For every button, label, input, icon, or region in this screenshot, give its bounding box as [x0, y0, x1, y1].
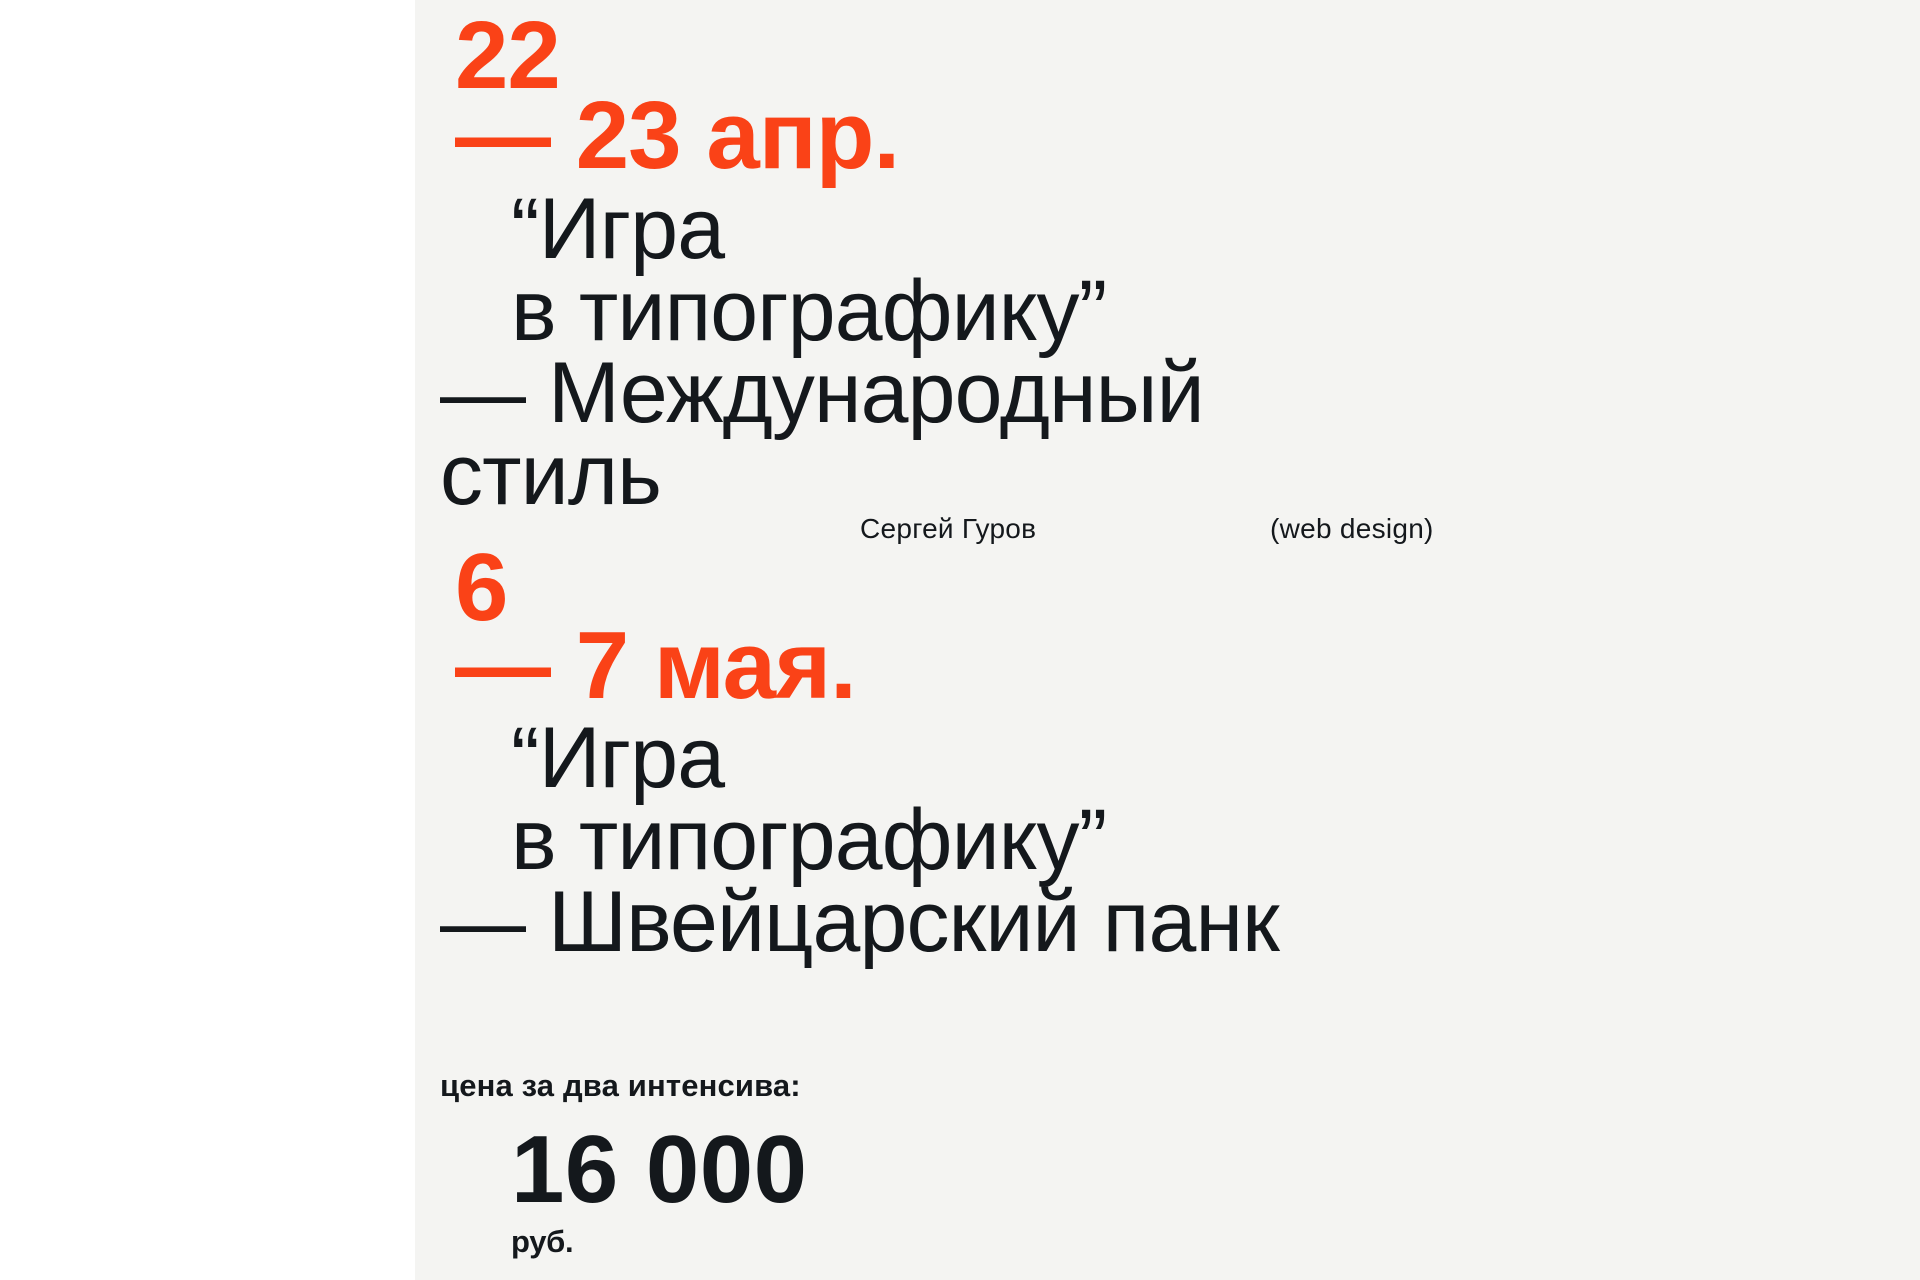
session-two-day-end: — 7 мая.: [455, 612, 856, 719]
session-one-subtitle-line-2: стиль: [440, 427, 662, 523]
session-two-day-start: 6: [455, 534, 508, 641]
credit-role: (web design): [1270, 513, 1434, 544]
price-currency: руб.: [511, 1224, 574, 1259]
poster-canvas: [415, 0, 1920, 1280]
credit-author: Сергей Гуров: [860, 513, 1037, 544]
session-one-subtitle-line-1: — Международный: [440, 345, 1204, 441]
poster-content: [415, 0, 1920, 1280]
session-one-title-line-1: “Игра: [511, 181, 725, 277]
session-two-title-line-1: “Игра: [511, 710, 725, 806]
price-label: цена за два интенсива:: [440, 1068, 801, 1103]
session-one-title-line-2: в типографику”: [511, 263, 1107, 359]
session-two-subtitle-line-1: — Швейцарский панк: [440, 874, 1279, 970]
price-amount: 16 000: [511, 1116, 808, 1223]
session-two-title-line-2: в типографику”: [511, 792, 1107, 888]
session-one-day-start: 22: [455, 2, 560, 109]
session-one-day-end: — 23 апр.: [455, 82, 900, 189]
